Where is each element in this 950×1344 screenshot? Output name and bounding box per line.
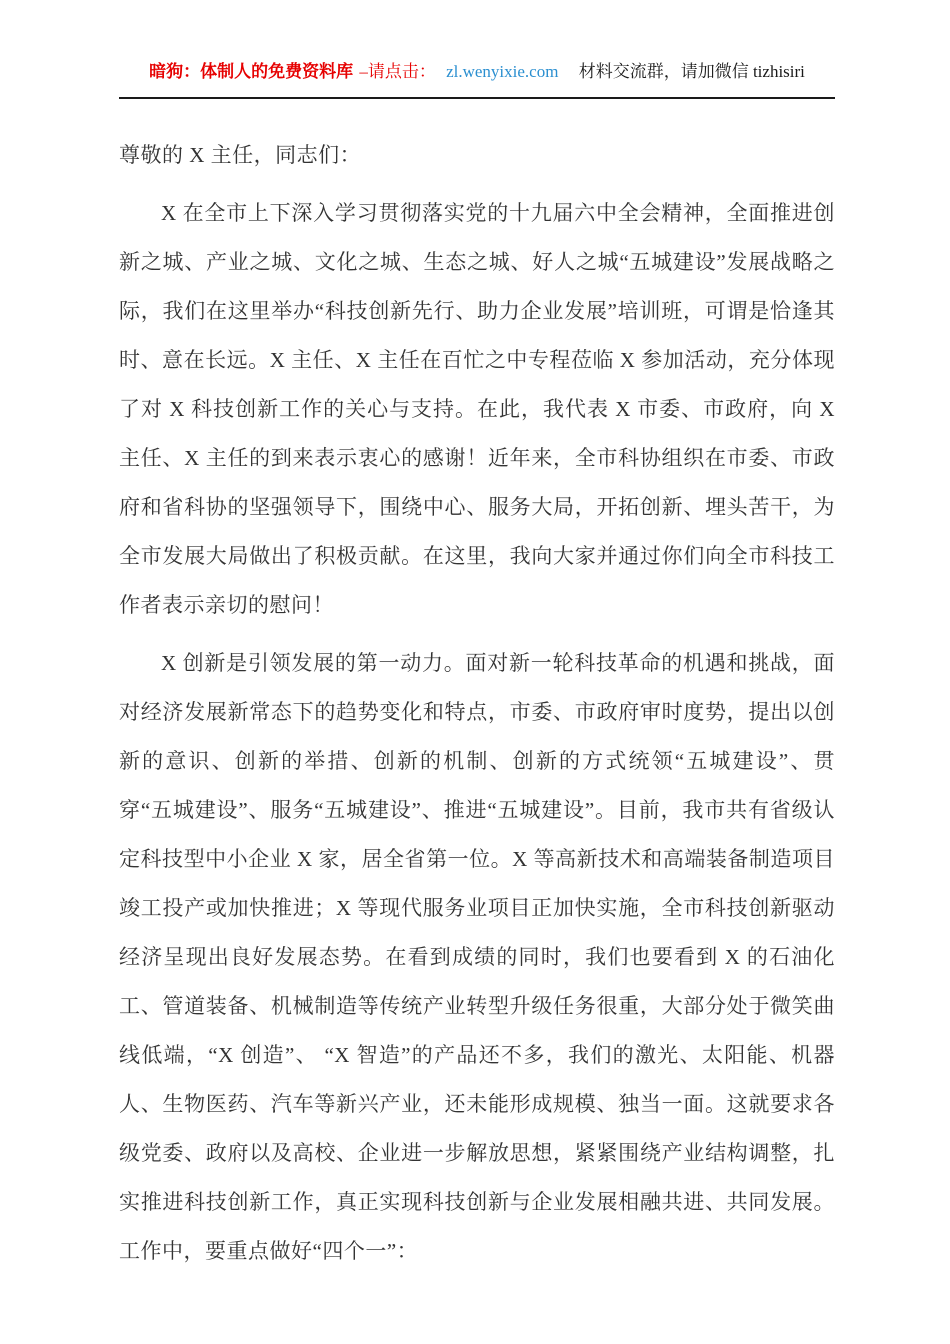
header-link[interactable]: zl.wenyixie.com: [446, 62, 559, 81]
page-header: [119, 58, 835, 99]
header-site-name: 暗狗：体制人的免费资料库: [149, 62, 354, 81]
paragraph-2: X 创新是引领发展的第一动力。面对新一轮科技革命的机遇和挑战，面对经济发展新常态下的趋势变化和特点，市委、市政府审时度势，提出以创新的意识、创新的举措、创新的机制、创新的方式统领“五城建设”、贯穿“五城建设”、服务“五城建设”、推进“五城建设”。目前，我市共有省级认定科技型中小企业 X 家，居全省第一位。X 等高新技术和高端装备制造项目竣工投产或加快推进；X 等现代服务业项目正加快实施，全市科技创新驱动经济呈现出良好发展态势。在看到成绩的同时，我们也要看到 X 的石油化工、管道装备、机械制造等传统产业转型升级任务很重，大部分处于微笑曲线低端，“X 创造”、 “X 智造”的产品还不多，我们的激光、太阳能、机器人、生物医药、汽车等新兴产业，还未能形成规模、独当一面。这就要求各级党委、政府以及高校、企业进一步解放思想，紧紧围绕产业结构调整，扎实推进科技创新工作，真正实现科技创新与企业发展相融共进、共同发展。工作中，要重点做好“四个一”：: [119, 651, 835, 1264]
paragraph-1: X 在全市上下深入学习贯彻落实党的十九届六中全会精神，全面推进创新之城、产业之城、文化之城、生态之城、好人之城“五城建设”发展战略之际，我们在这里举办“科技创新先行、助力企业发展”培训班，可谓是恰逢其时、意在长远。X 主任、X 主任在百忙之中专程莅临 X 参加活动，充分体现了对 X 科技创新工作的关心与支持。在此，我代表 X 市委、市政府，向 X 主任、X 主任的到来表示衷心的感谢！近年来，全市科协组织在市委、市政府和省科协的坚强领导下，围绕中心、服务大局，开拓创新、埋头苦干，为全市发展大局做出了积极贡献。在这里，我向大家并通过你们向全市科技工作者表示亲切的慰问！: [119, 201, 835, 618]
salutation: 尊敬的 X 主任，同志们：: [119, 143, 362, 168]
header-group-hint: 材料交流群，请加微信 tizhisiri: [578, 62, 805, 81]
header-click-hint: –请点击：: [359, 62, 436, 81]
document-body: [119, 131, 835, 1276]
